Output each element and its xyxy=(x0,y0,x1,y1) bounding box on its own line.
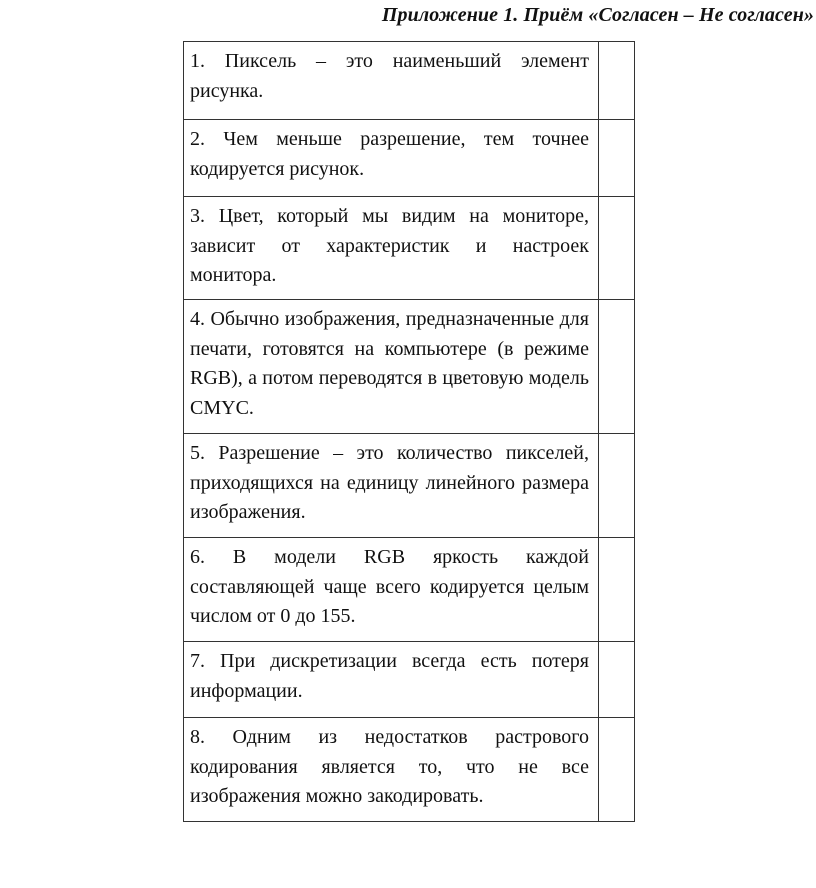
statement-cell xyxy=(184,120,599,197)
statement-cell xyxy=(184,642,599,718)
table-row xyxy=(184,642,635,718)
statement-cell xyxy=(184,197,599,300)
statement-cell xyxy=(184,434,599,538)
table-row xyxy=(184,538,635,642)
statement-text: 4. Обычно изображения, предназначенные для печати, готовятся на компьютере (в режиме RGB), а потом переводятся в цветовую модель CMYC. xyxy=(190,308,589,419)
answer-cell[interactable] xyxy=(599,197,635,300)
answer-cell[interactable] xyxy=(599,42,635,120)
table-row xyxy=(184,434,635,538)
statements-table xyxy=(183,41,635,822)
table-row xyxy=(184,718,635,822)
answer-cell[interactable] xyxy=(599,434,635,538)
table-row xyxy=(184,42,635,120)
table-row xyxy=(184,197,635,300)
answer-cell[interactable] xyxy=(599,120,635,197)
page-heading: Приложение 1. Приём «Согласен – Не согласен» xyxy=(381,4,814,26)
statement-text: 8. Одним из недостатков растрового кодирования является то, что не все изображения можно закодировать. xyxy=(190,726,589,807)
statement-text: 3. Цвет, который мы видим на мониторе, зависит от характеристик и настроек монитора. xyxy=(190,205,589,286)
statement-cell xyxy=(184,42,599,120)
statement-text: 6. В модели RGB яркость каждой составляющей чаще всего кодируется целым числом от 0 до 155. xyxy=(190,546,589,627)
statement-text: 1. Пиксель – это наименьший элемент рисунка. xyxy=(190,50,589,102)
answer-cell[interactable] xyxy=(599,642,635,718)
statement-text: 7. При дискретизации всегда есть потеря информации. xyxy=(190,650,589,702)
answer-cell[interactable] xyxy=(599,718,635,822)
statement-text: 5. Разрешение – это количество пикселей, приходящихся на единицу линейного размера изображения. xyxy=(190,442,589,523)
answer-cell[interactable] xyxy=(599,538,635,642)
answer-cell[interactable] xyxy=(599,300,635,434)
table-row xyxy=(184,300,635,434)
statement-cell xyxy=(184,538,599,642)
table-row xyxy=(184,120,635,197)
statement-cell xyxy=(184,718,599,822)
statement-cell xyxy=(184,300,599,434)
statement-text: 2. Чем меньше разрешение, тем точнее кодируется рисунок. xyxy=(190,128,589,180)
